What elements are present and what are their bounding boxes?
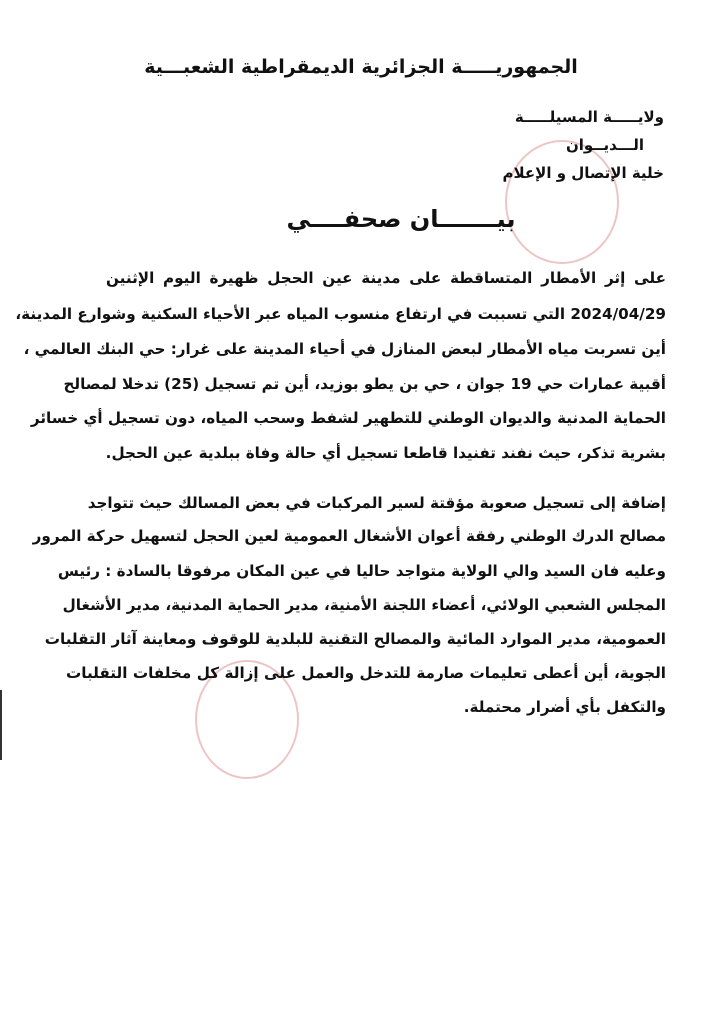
body-line: والتكفل بأي أضرار محتملة. [463, 698, 666, 716]
scan-edge-mark [0, 690, 2, 760]
wilaya-label: ولايـــــة المسيلـــــة [514, 108, 664, 126]
body-line: على إثر الأمطار المتساقطة على مدينة عين الحجل ظهيرة اليوم الإثنين [106, 269, 666, 287]
communication-cell-label: خلية الإتصال و الإعلام [502, 164, 664, 182]
body-line: المجلس الشعبي الولائي، أعضاء اللجنة الأمنية، مدير الحماية المدنية، مدير الأشغال [62, 596, 666, 614]
body-line: الحماية المدنية والديوان الوطني للتطهير لشفط وسحب المياه، دون تسجيل أي خسائر [30, 409, 666, 427]
body-line: وعليه فان السيد والي الولاية متواجد حاليا في عين المكان مرفوقا بالسادة : رئيس [57, 562, 666, 580]
body-line: 2024/04/29 التي تسببت في ارتفاع منسوب المياه عبر الأحياء السكنية وشوارع المدينة، [15, 305, 666, 323]
body-line: مصالح الدرك الوطني رفقة أعوان الأشغال العمومية لعين الحجل لتسهيل حركة المرور [32, 527, 666, 545]
diwan-label: الـــديــوان [565, 136, 644, 154]
body-line: بشرية تذكر، حيث نفند تفنيدا قاطعا تسجيل أي حالة وفاة ببلدية عين الحجل. [105, 444, 666, 462]
body-line: أين تسربت مياه الأمطار لبعض المنازل في أحياء المدينة على غرار: حي البنك العالمي ، [23, 340, 666, 358]
official-stamp [505, 140, 619, 264]
body-line: إضافة إلى تسجيل صعوبة مؤقتة لسير المركبات في بعض المسالك حيث تتواجد [87, 494, 666, 512]
body-line: أقبية عمارات حي 19 جوان ، حي بن يطو بوزيد، أين تم تسجيل (25) تدخلا لمصالح [63, 375, 666, 393]
body-line: العمومية، مدير الموارد المائية والمصالح التقنية للبلدية للوقوف ومعاينة آثار التقلبات [44, 630, 666, 648]
republic-header: الجمهوريـــــة الجزائرية الديمقراطية الشعبـــية [144, 56, 578, 78]
document-title: بيـــــــان صحفــــي [286, 205, 516, 233]
body-line: الجوية، أين أعطى تعليمات صارمة للتدخل والعمل على إزالة كل مخلفات التقلبات [66, 664, 666, 682]
